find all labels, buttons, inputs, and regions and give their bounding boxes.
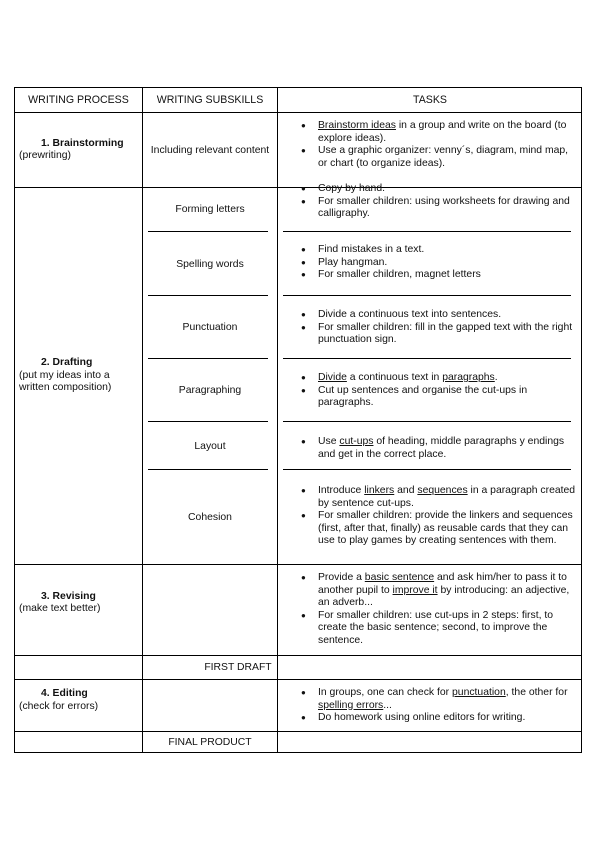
task-separator: [283, 469, 571, 470]
subskill-punctuation: Punctuation: [182, 322, 238, 333]
subskill-layout: Layout: [194, 440, 226, 452]
task-item: ● Divide a continuous text in paragraphs.: [318, 372, 576, 385]
process-note: (put my ideas into a written composition): [19, 369, 112, 394]
first-draft-label: FIRST DRAFT: [204, 662, 272, 673]
task-list: [278, 436, 576, 461]
task-list: [278, 183, 576, 221]
editing-row: [15, 680, 581, 732]
task-item: ● Use cut-ups of heading, middle paragraphs y endings and get in the correct place.: [318, 436, 576, 461]
task-separator: [283, 295, 571, 296]
task-list: [278, 572, 576, 648]
subskill-separator: [148, 231, 268, 232]
task-item: ● For smaller children, magnet letters: [318, 269, 576, 282]
task-list: [278, 309, 576, 347]
final-product-label: FINAL PRODUCT: [168, 736, 252, 748]
task-list: [278, 485, 576, 548]
process-note: (check for errors): [19, 700, 99, 712]
header-writing-process: WRITING PROCESS: [28, 94, 129, 106]
task-item: ● Cut up sentences and organise the cut-ups in paragraphs.: [318, 385, 576, 410]
task-item: ● Provide a basic sentence and ask him/her to pass it to another pupil to improve it by introducing: an adjective, an adverb...: [318, 572, 576, 610]
process-title: 2. Drafting: [41, 357, 93, 369]
process-note: (prewriting): [19, 150, 71, 161]
revising-process-cell: [15, 565, 142, 641]
brainstorming-process-cell: [15, 113, 142, 187]
subskill-cohesion: Cohesion: [188, 511, 232, 523]
task-item: ● Use a graphic organizer: venny´s, diagram, mind map, or chart (to organize ideas).: [318, 145, 576, 170]
task-item: ● Divide a continuous text into sentences.: [318, 309, 576, 322]
process-title: 1. Brainstorming: [41, 137, 124, 149]
first-draft-row: [15, 656, 581, 680]
task-separator: [283, 231, 571, 232]
brainstorming-tasks-cell: [278, 113, 582, 187]
task-item: ● For smaller children: use cut-ups in 2 steps: first, to create the basic sentence; second, to improve the sentence.: [318, 610, 576, 648]
task-item: ● For smaller children: fill in the gapped text with the right punctuation sign.: [318, 322, 576, 347]
writing-process-table: [14, 87, 582, 753]
drafting-process-cell: [15, 188, 142, 564]
task-item: ● Find mistakes in a text.: [318, 244, 576, 257]
revising-tasks-cell: [278, 565, 582, 655]
task-list: [278, 120, 576, 170]
task-item: ● Do homework using online editors for writing.: [318, 712, 576, 725]
layout-tasks-cell: [278, 422, 582, 470]
subskill-paragraphing: Paragraphing: [178, 385, 242, 396]
task-item: ● Brainstorm ideas in a group and write on the board (to explore ideas).: [318, 120, 576, 145]
punctuation-tasks-cell: [278, 296, 582, 359]
task-separator: [283, 421, 571, 422]
subskill-including-relevant-content: Including relevant content: [150, 144, 270, 156]
header-tasks: TASKS: [413, 94, 447, 106]
task-item: ● Copy by hand.: [318, 183, 576, 196]
revising-row: [15, 565, 581, 656]
subskill-separator: [148, 358, 268, 359]
header-row: [15, 88, 581, 113]
task-separator: [283, 358, 571, 359]
subskill-separator: [148, 421, 268, 422]
process-title: 4. Editing: [41, 688, 88, 699]
cohesion-tasks-cell: [278, 470, 582, 564]
task-item: ● In groups, one can check for punctuation, the other for spelling errors...: [318, 687, 576, 712]
task-item: ● For smaller children: using worksheets for drawing and calligraphy.: [318, 196, 576, 221]
drafting-row: [15, 183, 581, 565]
subskill-spelling-words: Spelling words: [176, 258, 244, 270]
subskill-forming-letters: Forming letters: [175, 204, 245, 215]
task-item: ● For smaller children: provide the linkers and sequences (first, after that, finally) as reusable cards that they can use to play games by creating sentences with them.: [318, 510, 576, 548]
task-list: [278, 687, 576, 725]
header-writing-subskills: WRITING SUBSKILLS: [156, 94, 264, 106]
final-product-row: [15, 732, 581, 752]
task-list: [278, 372, 576, 410]
task-item: ● Play hangman.: [318, 257, 576, 270]
process-title: 3. Revising: [41, 590, 96, 602]
task-list: [278, 244, 576, 282]
process-note: (make text better): [19, 603, 101, 614]
editing-process-cell: [15, 680, 142, 721]
editing-tasks-cell: [278, 680, 582, 731]
brainstorming-row: [15, 113, 581, 188]
subskill-separator: [148, 295, 268, 296]
spelling-words-tasks-cell: [278, 232, 582, 296]
task-item: ● Introduce linkers and sequences in a paragraph created by sentence cut-ups.: [318, 485, 576, 510]
subskill-separator: [148, 469, 268, 470]
forming-letters-tasks-cell: [278, 183, 582, 231]
paragraphing-tasks-cell: [278, 359, 582, 422]
